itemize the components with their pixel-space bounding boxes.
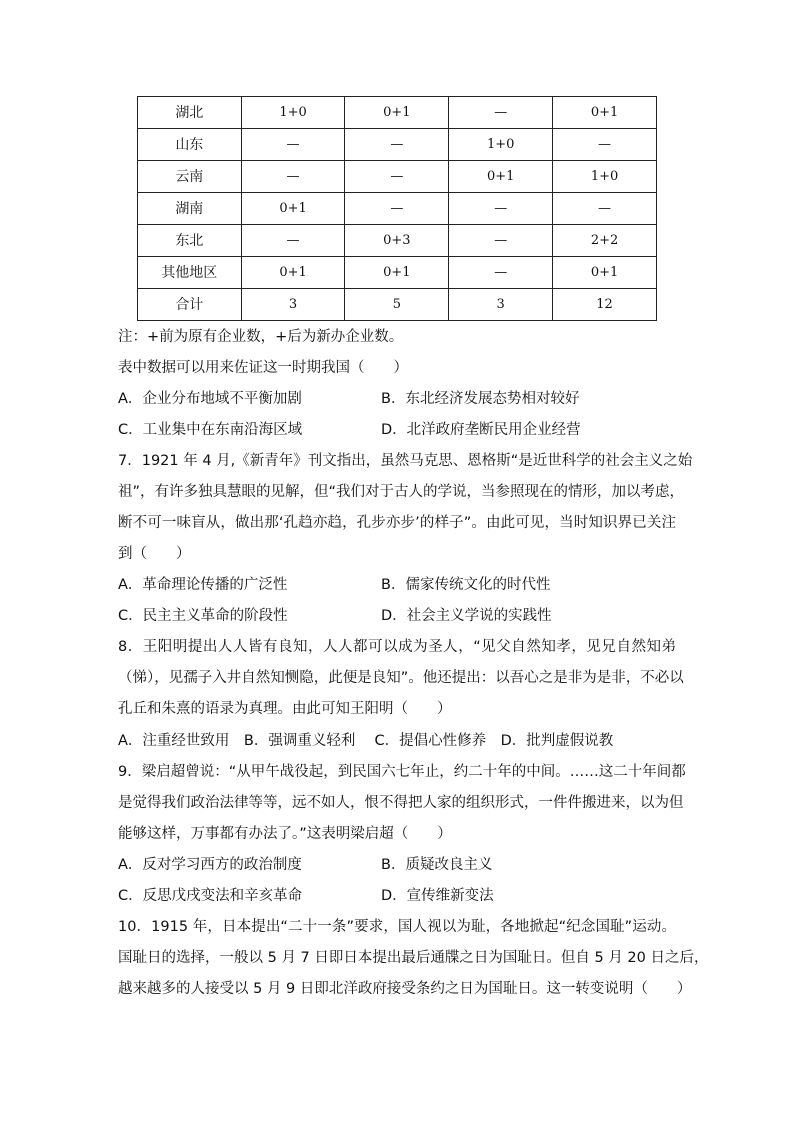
value-cell: — <box>449 257 553 289</box>
value-cell: 2+2 <box>553 225 657 257</box>
table-row <box>138 289 657 321</box>
value-cell: 1+0 <box>449 129 553 161</box>
q6-stem: 表中数据可以用来佐证这一时期我国（ ） <box>118 360 408 376</box>
q8-line-1: 8．王阳明提出人人皆有良知，人人都可以成为圣人，“见父自然知孝，见兄自然知弟 <box>118 639 676 655</box>
q8-options: A．注重经世致用 B．强调重义轻利 C．提倡心性修养 D．批判虚假说教 <box>118 733 614 749</box>
q7-option-a: A．革命理论传播的广泛性 <box>118 577 288 593</box>
q7-line-4: 到（ ） <box>118 546 191 562</box>
value-cell: 5 <box>345 289 449 321</box>
value-cell: 3 <box>449 289 553 321</box>
value-cell: — <box>553 129 657 161</box>
value-cell: 0+1 <box>345 97 449 129</box>
region-cell: 山东 <box>138 129 242 161</box>
q7-line-1: 7．1921 年 4 月,《新青年》刊文指出，虽然马克思、恩格斯“是近世科学的社会主义之始 <box>118 453 693 469</box>
value-cell: — <box>241 225 345 257</box>
value-cell: — <box>345 161 449 193</box>
q9-line-2: 是觉得我们政治法律等等，远不如人，恨不得把人家的组织形式，一件件搬进来，以为但 <box>118 795 684 811</box>
table-note: 注：+前为原有企业数，+后为新办企业数。 <box>118 329 404 345</box>
q8-line-3: 孔丘和朱熹的语录为真理。由此可知王阳明（ ） <box>118 701 452 717</box>
value-cell: 12 <box>553 289 657 321</box>
value-cell: 1+0 <box>241 97 345 129</box>
table-row <box>138 193 657 225</box>
value-cell: 0+1 <box>553 257 657 289</box>
region-cell: 合计 <box>138 289 242 321</box>
q7-option-c: C．民主主义革命的阶段性 <box>118 608 288 624</box>
table-row <box>138 97 657 129</box>
q6-option-c: C．工业集中在东南沿海区域 <box>118 422 303 438</box>
region-cell: 东北 <box>138 225 242 257</box>
value-cell: — <box>345 129 449 161</box>
table-row <box>138 161 657 193</box>
q10-line-1: 10．1915 年，日本提出“二十一条”要求，国人视以为耻，各地掀起“纪念国耻”运动。 <box>118 919 676 935</box>
value-cell: 0+1 <box>449 161 553 193</box>
value-cell: — <box>345 193 449 225</box>
q6-option-d: D．北洋政府垄断民用企业经营 <box>381 422 581 438</box>
region-cell: 云南 <box>138 161 242 193</box>
q10-line-2: 国耻日的选择，一般以 5 月 7 日即日本提出最后通牒之日为国耻日。但自 5 月 20 日之后， <box>118 950 709 966</box>
value-cell: 0+1 <box>241 193 345 225</box>
value-cell: 0+1 <box>553 97 657 129</box>
q7-line-3: 断不可一味盲从，做出那‘孔趋亦趋，孔步亦步’的样子”。由此可见，当时知识界已关注 <box>118 515 676 531</box>
region-cell: 湖北 <box>138 97 242 129</box>
table-row <box>138 257 657 289</box>
q7-option-d: D．社会主义学说的实践性 <box>381 608 552 624</box>
q9-line-3: 能够这样，万事都有办法了。”这表明梁启超（ ） <box>118 826 452 842</box>
region-cell: 湖南 <box>138 193 242 225</box>
q6-option-b: B．东北经济发展态势相对较好 <box>381 391 580 407</box>
table-row <box>138 225 657 257</box>
value-cell: — <box>241 161 345 193</box>
q10-line-3: 越来越多的人接受以 5 月 9 日即北洋政府接受条约之日为国耻日。这一转变说明（ ） <box>118 981 692 997</box>
value-cell: — <box>241 129 345 161</box>
table-row <box>138 129 657 161</box>
q9-option-b: B．质疑改良主义 <box>381 857 493 873</box>
q9-option-a: A．反对学习西方的政治制度 <box>118 857 302 873</box>
q7-line-2: 祖”，有许多独具慧眼的见解，但“我们对于古人的学说，当参照现在的情形，加以考虑， <box>118 484 685 500</box>
value-cell: 1+0 <box>553 161 657 193</box>
q9-line-1: 9．梁启超曾说：“从甲午战役起，到民国六七年止，约二十年的中间。……这二十年间都 <box>118 764 686 780</box>
q9-option-c: C．反思戊戌变法和辛亥革命 <box>118 888 303 904</box>
q7-option-b: B．儒家传统文化的时代性 <box>381 577 551 593</box>
q8-line-2: （悌），见孺子入井自然知恻隐，此便是良知”。他还提出：以吾心之是非为是非，不必以 <box>118 670 684 686</box>
value-cell: — <box>553 193 657 225</box>
value-cell: — <box>449 193 553 225</box>
value-cell: — <box>449 225 553 257</box>
region-cell: 其他地区 <box>138 257 242 289</box>
q6-option-a: A．企业分布地域不平衡加剧 <box>118 391 302 407</box>
q9-option-d: D．宣传维新变法 <box>381 888 494 904</box>
value-cell: — <box>449 97 553 129</box>
value-cell: 0+1 <box>345 257 449 289</box>
value-cell: 0+3 <box>345 225 449 257</box>
value-cell: 0+1 <box>241 257 345 289</box>
value-cell: 3 <box>241 289 345 321</box>
enterprise-table <box>137 96 657 321</box>
